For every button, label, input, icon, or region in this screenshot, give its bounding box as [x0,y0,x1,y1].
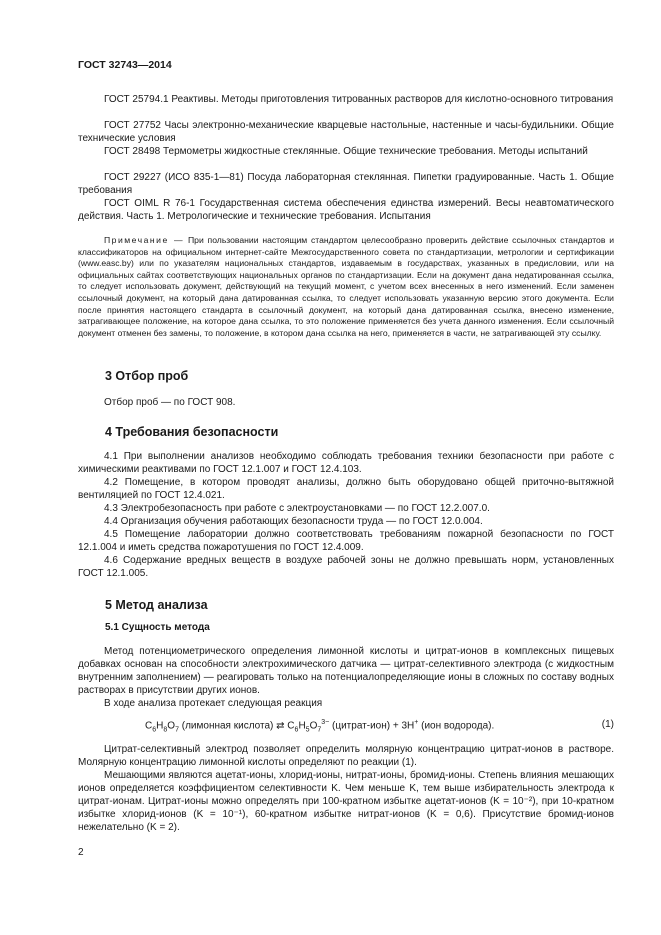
running-header: ГОСТ 32743—2014 [78,59,172,71]
reference-item: ГОСТ 27752 Часы электронно-механические кварцевые настольные, настенные и часы-будильники. Общие технические условия [78,120,614,144]
section-3-heading: 3 Отбор проб [105,369,189,383]
electrode-paragraph: Цитрат-селективный электрод позволяет определить молярную концентрацию цитрат-ионов в растворе. Молярную концентрацию лимонной кислоты определяют по реакции (1). [78,744,614,768]
equation-body: $C_6H_8O_7$ (лимонная кислота) ⇄ $C_6H_5O_7^{3-}$ (цитрат-ион) + 3H+ (ион водорода). [145,719,495,734]
reference-item: ГОСТ 29227 (ИСО 835-1—81) Посуда лабораторная стеклянная. Пипетки градуированные. Часть 1. Общие требования [78,172,614,196]
reference-note [78,235,614,339]
reference-item: ГОСТ OIML R 76-1 Государственная система обеспечения единства измерений. Весы неавтоматического действия. Часть 1. Метрологические и технические требования. Испытания [78,198,614,222]
section-5-heading: 5 Метод анализа [105,598,208,612]
equation-right-name: (цитрат-ион) [332,720,391,732]
section-4-heading: 4 Требования безопасности [105,425,279,439]
equilibrium-arrow-icon: ⇄ [276,720,285,732]
method-paragraph: Метод потенциометрического определения лимонной кислоты и цитрат-ионов в комплексных пищевых добавках основан на способности электрохимического датчика — цитрат-селективного электрода (с жидкостным внутренним заполнением) — реагировать только на потенциалопределяющие ионы в сложных по составу водных растворах в присутствии других ионов. [78,646,614,696]
subsection-5-1-heading: 5.1 Сущность метода [105,622,210,633]
page-number: 2 [78,847,84,858]
safety-item: 4.1 При выполнении анализов необходимо соблюдать требования техники безопасности при работе с химическими реактивами по ГОСТ 12.1.007 и ГОСТ 12.4.103. [78,451,614,475]
safety-item: 4.5 Помещение лаборатории должно соответствовать требованиям пожарной безопасности по ГОСТ 12.1.004 и иметь средства пожаротушения по ГОСТ 12.4.009. [78,529,614,553]
safety-item: 4.6 Содержание вредных веществ в воздухе рабочей зоны не должно превышать норм, установленных ГОСТ 12.1.005. [78,555,614,579]
reference-item: ГОСТ 25794.1 Реактивы. Методы приготовления титрованных растворов для кислотно-основного титрования [104,94,614,105]
reaction-intro: В ходе анализа протекает следующая реакция [104,698,323,709]
safety-item: 4.3 Электробезопасность при работе с электроустановками — по ГОСТ 12.2.007.0. [104,503,490,514]
note-text: При пользовании настоящим стандартом целесообразно проверить действие ссылочных стандартов и классификаторов на официальном интернет-сайте Межгосударственного совета по стандартизации, метрологии и сертификации (www.easc.by) или по указателям национальных стандартов, издаваемым в государствах, указанных в предисловии, или на официальных сайтах соответствующих национальных органов по стандартизации. Если на документ дана недатированная ссылка, то следует использовать документ, действующий на текущий момент, с учетом всех внесенных в него изменений. Если заменен ссылочный документ, на который дана датированная ссылка, то следует использовать указанную версию этого документа. Если после принятия настоящего стандарта в ссылочный документ, на который дана датированная ссылка, внесено изменение, затрагивающее положение, на которое дана ссылка, то это положение применяется без учета данного изменения. Если ссылочный документ отменен без замены, то положение, в котором дана ссылка на него, применяется в части, не затрагивающей эту ссылку. [78,235,615,338]
equation-left-name: (лимонная кислота) [181,720,274,732]
safety-item: 4.4 Организация обучения работающих безопасности труда — по ГОСТ 12.0.004. [104,516,483,527]
section-3-text: Отбор проб — по ГОСТ 908. [104,397,236,408]
equation-proton-name: (ион водорода). [421,720,495,732]
equation-number: (1) [601,719,614,730]
interference-paragraph: Мешающими являются ацетат-ионы, хлорид-ионы, нитрат-ионы, бромид-ионы. Степень влияния мешающих ионов определяется коэффициентом селективности K. Чем меньше K, тем выше избирательность электрода к цитрат-ионам. Цитрат-ионы можно определять при 100-кратном избытке ацетат-ионов (K = 10⁻²), при 10-кратном избытке хлорид-ионов (K = 10⁻¹), 60-кратном избытке нитрат-ионов (K = 0,6). Присутствие бромид-ионов нежелательно (K = 2). [78,770,614,833]
note-label: Примечание — [104,235,185,245]
reaction-equation [78,717,614,733]
safety-item: 4.2 Помещение, в котором проводят анализы, должно быть оборудовано общей приточно-вытяжной вентиляцией по ГОСТ 12.4.021. [78,477,614,501]
reference-item: ГОСТ 28498 Термометры жидкостные стеклянные. Общие технические требования. Методы испытаний [104,146,588,157]
